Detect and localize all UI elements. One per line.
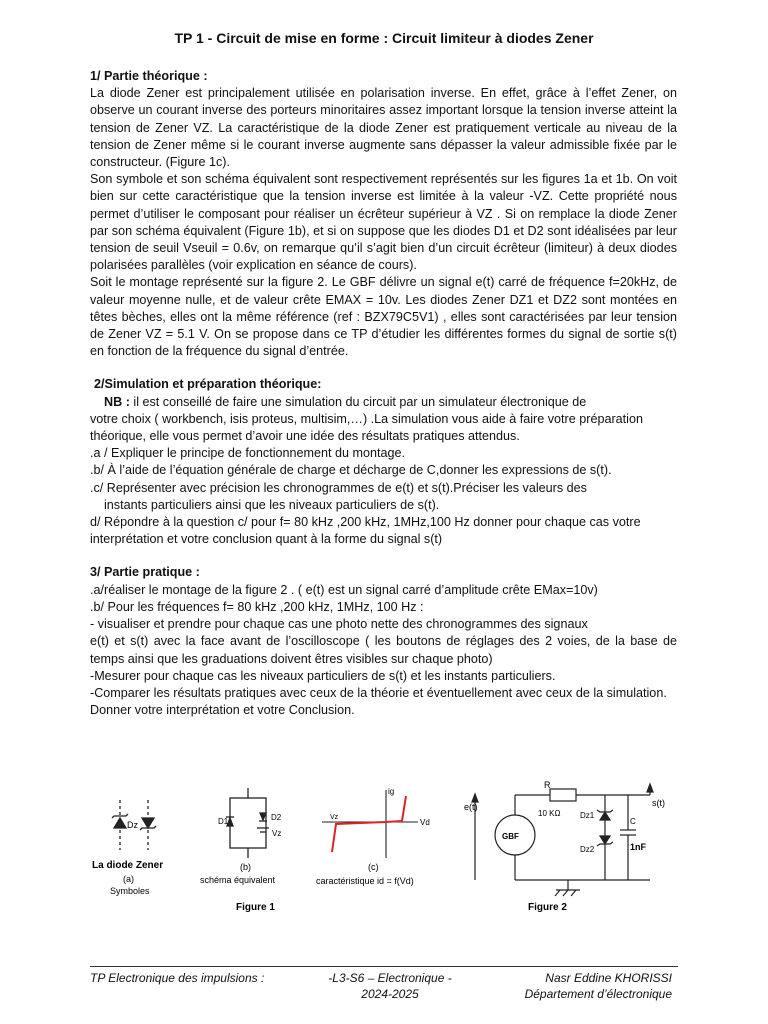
section1-paragraph3: Soit le montage représenté sur la figure 2. Le GBF délivre un signal e(t) carré de fréquence f=20kHz, de valeur moyenne nulle, et de valeur crête EMAX = 10v. Les diodes Zener DZ1 et DZ2 sont montées en têtes bèches, elles ont la même référence (ref : BZX79C5V1) , elles sont caractérisées par leur tension de Zener VZ = 5.1 V. On se propose dans ce TP d’étudier les différentes formes du signal de sortie s(t) en fonction de la fréquence du signal d’entrée. (90, 275, 677, 359)
fig2-r-label: R (544, 780, 551, 790)
figures-drawing (90, 780, 680, 920)
fig-b-sub: schéma équivalent (200, 875, 276, 885)
nb-line1: il est conseillé de faire une simulation du circuit par un simulateur électronique de (129, 394, 587, 409)
section1-paragraph2: Son symbole et son schéma équivalent sont respectivement représentés sur les figures 1a et 1b. On voit bien sur cette caractéristique que la tension inverse est limitée à la valeur -VZ. Cette propriété nous permet d’utiliser le composant pour réaliser un écrêteur supérieur à VZ . Si on remplace la diode Zener par son schéma équivalent (Figure 1b), et si on suppose que les diodes D1 et D2 sont idéalisées par leur tension de seuil Vseuil = 0.6v, on remarque qu’il s’agit bien d’un circuit écrêteur (limiteur) à deux diodes polarisées parallèles (voir explication en séance de cours). (90, 172, 677, 273)
figure1-title: Figure 1 (236, 902, 275, 913)
fig-c-vd-label: Vd (420, 818, 430, 827)
nb-rest: votre choix ( workbench, isis proteus, multisim,…) .La simulation vous aide à faire votre préparation théorique, elle vous permet d’avoir une idée des résultats pratiques attendus. (90, 411, 643, 444)
fig-c-ig-label: ig (388, 787, 395, 796)
footer-center-line1: -L3-S6 – Electronique - (328, 971, 452, 985)
zener-characteristic (322, 790, 418, 858)
s2-item-d: d/ Répondre à la question c/ pour f= 80 kHz ,200 kHz, 1MHz,100 Hz donner pour chaque cas votre interprétation et votre conclusion quant à la forme du signal s(t) (90, 515, 641, 547)
s3-item-a: .a/réaliser le montage de la figure 2 . ( e(t) est un signal carré d’amplitude crête EMax=10v) (90, 582, 598, 597)
figures-area (90, 780, 680, 920)
limiter-circuit (472, 784, 653, 896)
equivalent-schematic (226, 788, 269, 858)
fig-c-vz-label: Vz (330, 814, 339, 821)
fig-a-dz-label: Dz (127, 820, 138, 830)
footer-divider (90, 966, 678, 967)
section2-heading: 2/Simulation et préparation théorique: (94, 377, 322, 392)
fig-b-tag: (b) (240, 862, 251, 872)
fig2-st-label: s(t) (652, 798, 665, 808)
nb-label: NB : (104, 394, 130, 409)
footer-right (525, 970, 672, 1002)
s2-item-b: .b/ À l’aide de l’équation générale de charge et décharge de C,donner les expressions de s(t). (90, 463, 612, 478)
fig-c-sub: caractéristique id = f(Vd) (316, 876, 414, 886)
s2-item-a: .a / Expliquer le principe de fonctionnement du montage. (90, 446, 406, 461)
fig-c-tag: (c) (368, 862, 379, 872)
footer-center (315, 970, 465, 1002)
nb-note (90, 394, 677, 411)
page-title: TP 1 - Circuit de mise en forme : Circuit limiteur à diodes Zener (174, 30, 594, 46)
fig-b-d2-label: D2 (271, 813, 282, 822)
s3-line4: -Comparer les résultats pratiques avec ceux de la théorie et éventuellement avec ceux de la simulation. Donner votre interprétation et votre Conclusion. (90, 685, 667, 718)
fig-b-d1-label: D1 (218, 817, 229, 826)
footer-center-line2: 2024-2025 (361, 987, 419, 1001)
footer-author: Nasr Eddine KHORISSI (545, 971, 672, 985)
fig-a-sub: Symboles (110, 886, 150, 896)
fig2-dz2-label: Dz2 (580, 845, 595, 854)
fig2-et-label: e(t) (464, 802, 478, 812)
s2-item-c2: instants particuliers ainsi que les niveaux particuliers de s(t). (104, 497, 440, 512)
section1-heading: 1/ Partie théorique : (90, 69, 208, 83)
s3-line1: - visualiser et prendre pour chaque cas une photo nette des chronogrammes des signaux (90, 617, 588, 632)
s3-line2: e(t) et s(t) avec la face avant de l’oscilloscope ( les boutons de réglages des 2 voies, de la base de temps ainsi que les graduations doivent êtres visibles sur chaque photo) (90, 634, 677, 666)
figure2-title: Figure 2 (528, 902, 567, 913)
fig2-dz1-label: Dz1 (580, 811, 595, 820)
fig-a-name: La diode Zener (92, 860, 164, 871)
fig-a-tag: (a) (123, 874, 134, 884)
s2-item-c1: .c/ Représenter avec précision les chronogrammes de e(t) et s(t).Préciser les valeurs des (90, 480, 587, 495)
section3-heading: 3/ Partie pratique : (90, 565, 200, 580)
document-body (90, 68, 677, 719)
fig2-c-value: 1nF (630, 842, 647, 852)
fig2-gbf-label: GBF (502, 832, 519, 841)
fig-b-vz-label: Vz (272, 829, 282, 838)
s3-item-b: .b/ Pour les fréquences f= 80 kHz ,200 kHz, 1MHz, 100 Hz : (90, 599, 424, 614)
footer-left: TP Electronique des impulsions : (90, 971, 265, 985)
fig2-c-label: C (630, 817, 636, 826)
s3-line3: -Mesurer pour chaque cas les niveaux particuliers de s(t) et les instants particuliers. (90, 668, 556, 683)
section1-paragraph1: La diode Zener est principalement utilisée en polarisation inverse. En effet, grâce à l’effet Zener, on observe un courant inverse des porteurs minoritaires assez important lorsque la tension inverse atteint la tension de Zener VZ. La caractéristique de la diode Zener est pratiquement verticale au niveau de la tension de Zener même si le courant inverse augmente sans dépasser la valeur admissible fixée par le constructeur. (Figure 1c). (90, 86, 677, 170)
footer-department: Département d’électronique (524, 987, 672, 1001)
fig2-r-value: 10 KΩ (538, 809, 561, 818)
